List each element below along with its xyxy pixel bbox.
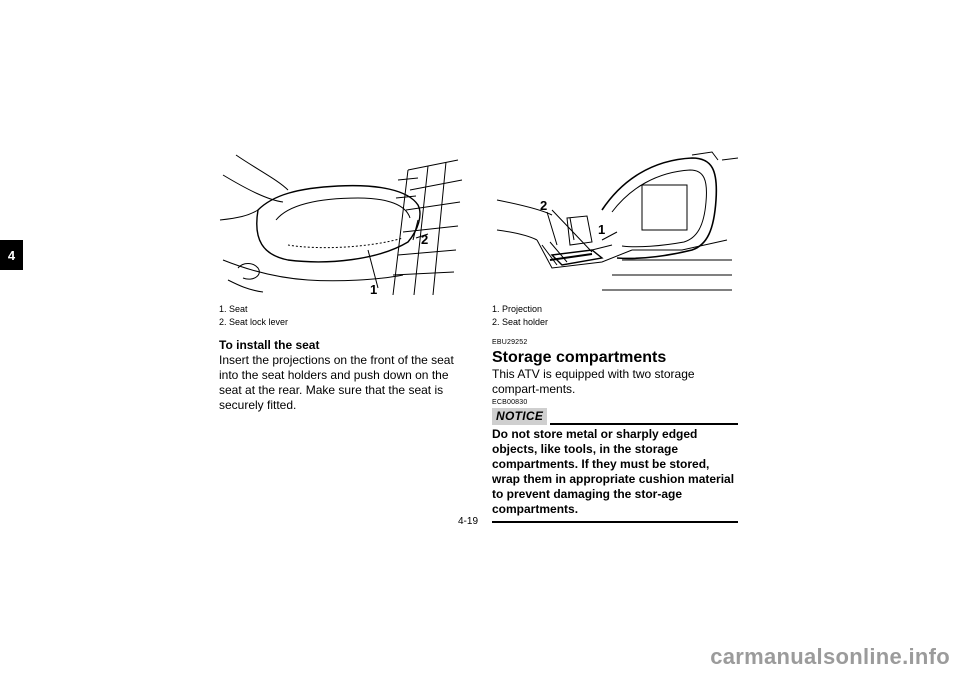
notice-code: ECB00830	[492, 399, 528, 406]
notice-badge: NOTICE	[492, 408, 547, 425]
seat-holder-illustration	[492, 150, 738, 300]
notice-rule	[550, 423, 738, 425]
holder-callout-1: 1	[598, 222, 606, 237]
page-number: 4-19	[458, 516, 479, 527]
seat-holder-figure-captions	[492, 303, 548, 329]
section-code: EBU29252	[492, 339, 528, 346]
install-seat-body: Insert the projections on the front of the seat into the seat holders and push down on the seat at the rear. Make sure that the seat is securely fitted.	[219, 353, 454, 412]
watermark: carmanualsonline.info	[710, 644, 950, 669]
chapter-tab	[0, 240, 23, 270]
seat-drawing	[218, 150, 464, 300]
right-column	[492, 338, 738, 523]
notice-text: Do not store metal or sharply edged objects, like tools, in the storage compartments. If they must be stored, wrap them in appropriate cushion material to prevent damaging the stor-age compartments.	[492, 427, 735, 516]
seat-illustration	[218, 150, 464, 300]
notice-end-rule	[492, 521, 738, 523]
seat-callout-2: 2	[421, 232, 429, 247]
caption-seat: 1. Seat	[219, 304, 248, 314]
seat-figure-captions	[219, 303, 288, 329]
left-column	[219, 338, 464, 413]
caption-seat-lock-lever: 2. Seat lock lever	[219, 317, 289, 327]
caption-seat-holder: 2. Seat holder	[492, 317, 549, 327]
notice-header	[492, 408, 738, 425]
caption-projection: 1. Projection	[492, 304, 543, 314]
section-title: Storage compartments	[492, 349, 667, 366]
holder-callout-2: 2	[540, 198, 548, 213]
seat-callout-1: 1	[370, 282, 378, 297]
install-seat-heading: To install the seat	[219, 338, 320, 352]
seat-holder-drawing	[492, 150, 738, 300]
storage-body: This ATV is equipped with two storage compart-ments.	[492, 367, 695, 396]
chapter-tab-number: 4	[7, 247, 16, 263]
